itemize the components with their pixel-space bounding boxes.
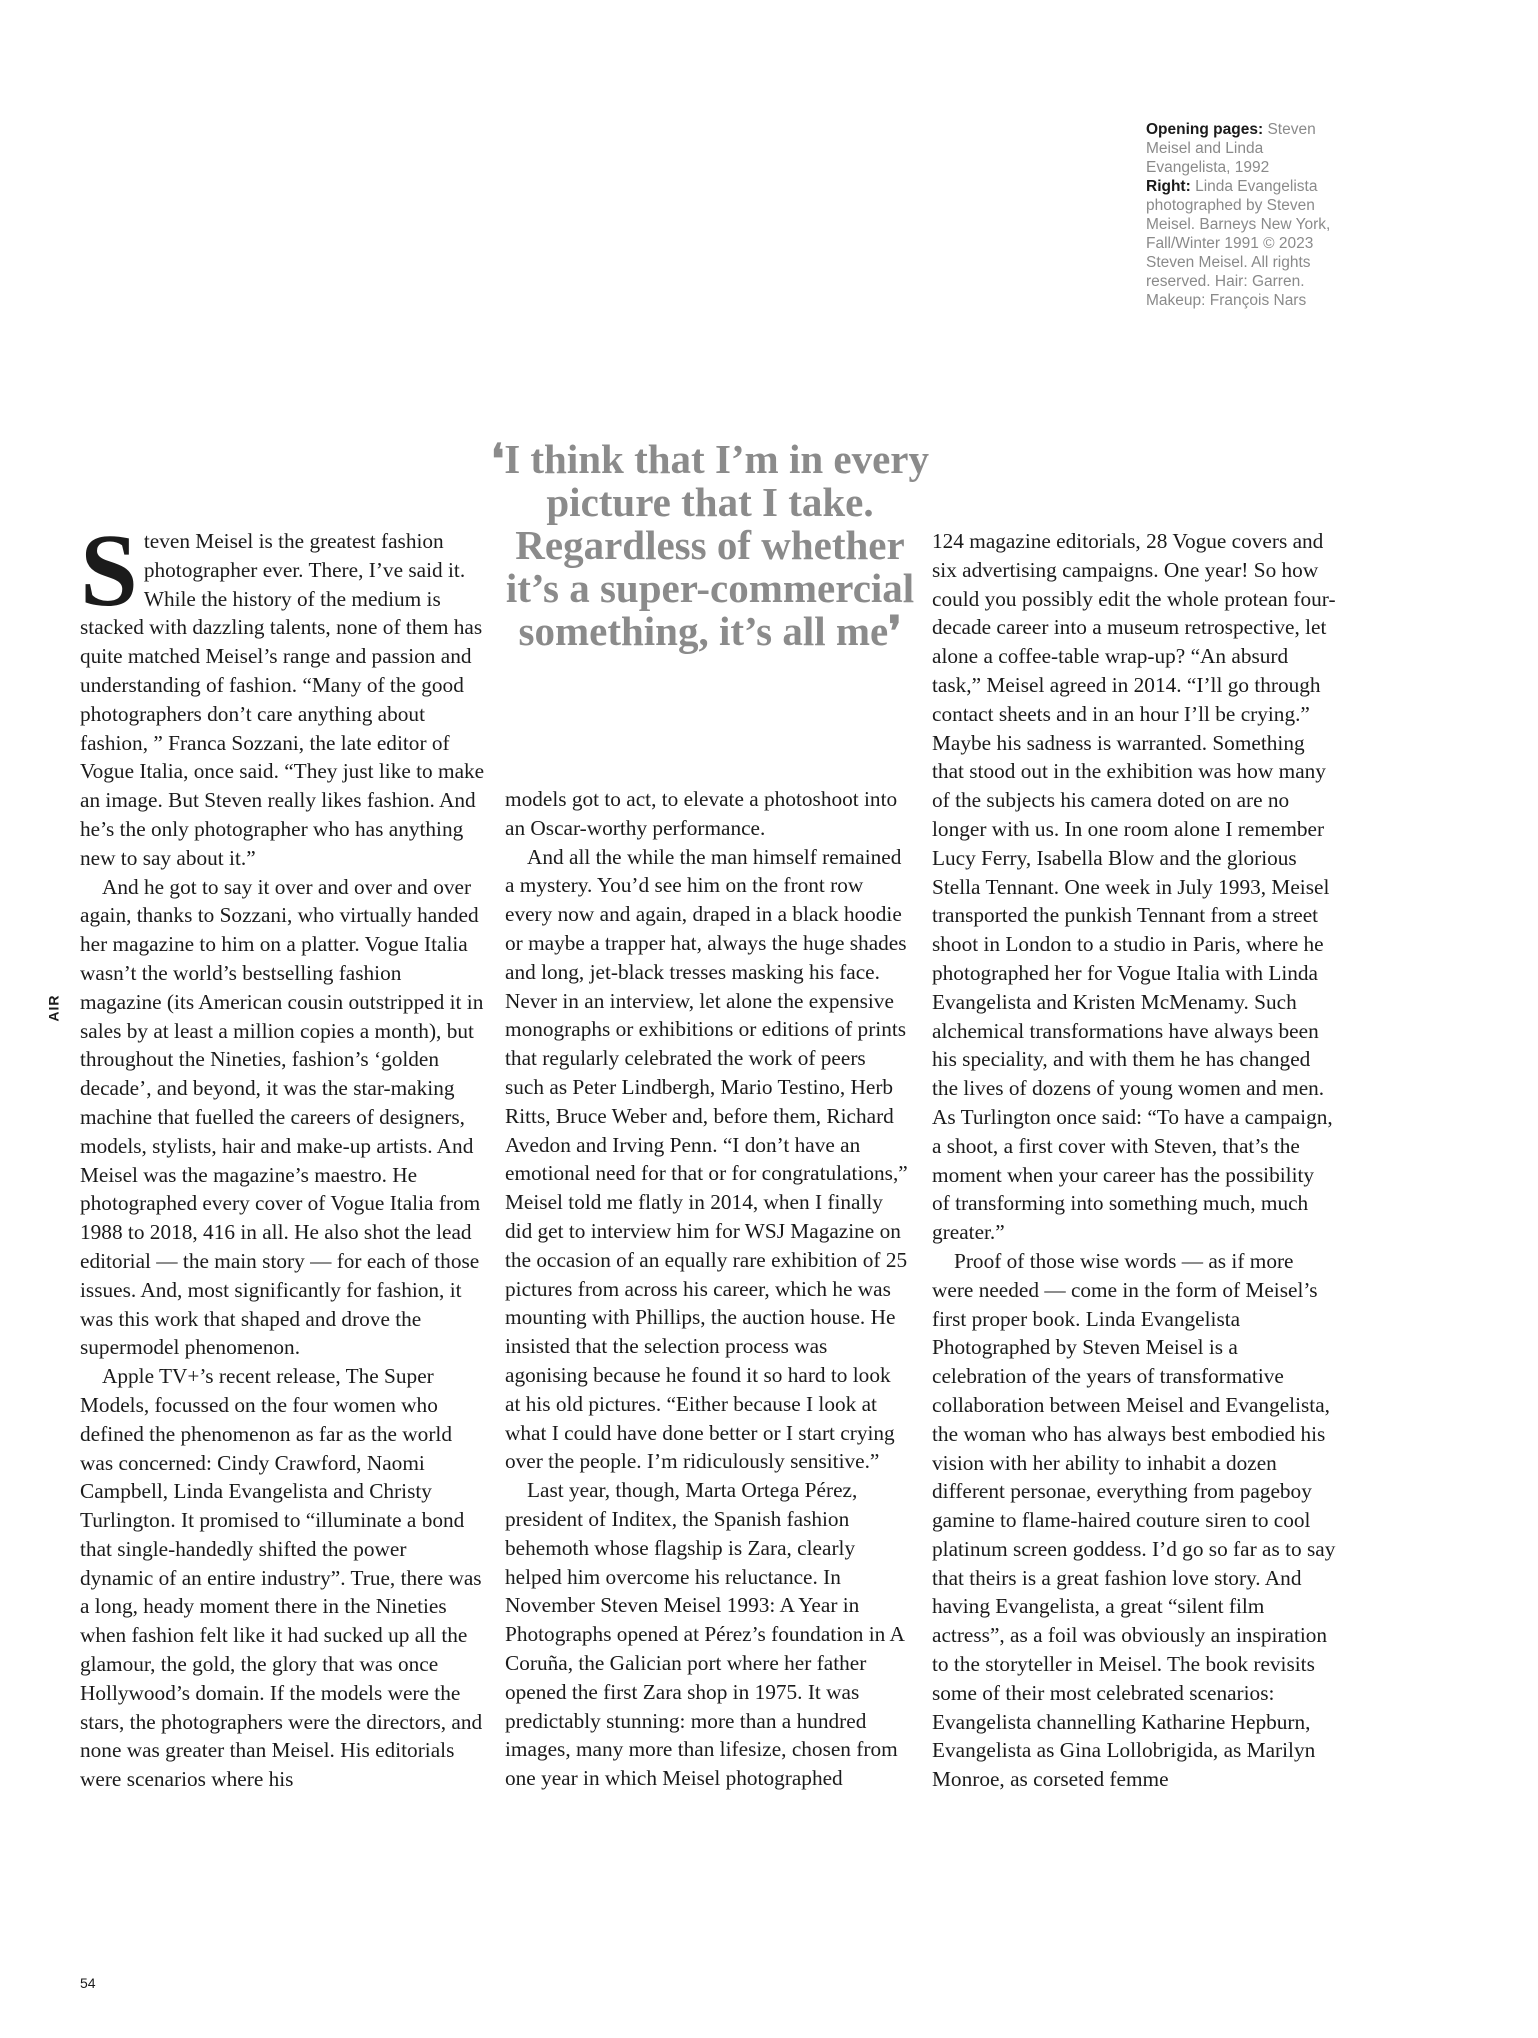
open-quote-mark: ❛ bbox=[490, 436, 505, 482]
article-paragraph: Proof of those wise words — as if more were needed — come in the form of Meisel’s first proper book. Linda Evangelista Photographed by Steven Meisel is a celebration of the years of transformative collaboration between Meisel and Evangelista, the woman who has always best embodied his vision with her ability to inhabit a dozen different personae, everything from pageboy gamine to flame-haired couture siren to cool platinum screen goddess. I’d go so far as to say that theirs is a great fashion love story. And having Evangelista, a great “silent film actress”, as a foil was obviously an inspiration to the storyteller in Meisel. The book revisits some of their most celebrated scenarios: Evangelista channelling Katharine Hepburn, Evangelista as Gina Lollobrigida, as Marilyn Monroe, as corseted femme bbox=[932, 1248, 1336, 1792]
article-column-3 bbox=[932, 527, 1337, 1794]
caption-label-right: Right: bbox=[1146, 178, 1191, 195]
drop-cap: S bbox=[80, 513, 138, 628]
caption-text-opening: Steven Meisel and Linda Evangelista, 1992 bbox=[1146, 121, 1316, 176]
caption-label-opening: Opening pages: bbox=[1146, 121, 1264, 138]
section-label: AIR bbox=[45, 994, 62, 1022]
article-paragraph: 124 magazine editorials, 28 Vogue covers and six advertising campaigns. One year! So how could you possibly edit the whole protean four-decade career into a museum retrospective, let alone a coffee-table wrap-up? “An absurd task,” Meisel agreed in 2014. “I’ll go through contact sheets and in an hour I’ll be crying.” Maybe his sadness is warranted. Something that stood out in the exhibition was how many of the subjects his camera doted on are no longer with us. In one room alone I remember Lucy Ferry, Isabella Blow and the glorious Stella Tennant. One week in July 1993, Meisel transported the punkish Tennant from a street shoot in London to a studio in Paris, where he photographed her for Vogue Italia with Linda Evangelista and Kristen McMenamy. Such alchemical transformations have always been his speciality, and with them he has changed the lives of dozens of young women and men. As Turlington once said: “To have a campaign, a shoot, a first cover with Steven, that’s the moment when your career has the possibility of transforming into something much, much greater.” bbox=[932, 529, 1336, 1245]
page-number: 54 bbox=[80, 1975, 96, 1991]
pull-quote bbox=[490, 438, 930, 653]
article-paragraph: And all the while the man himself remained a mystery. You’d see him on the front row every now and again, draped in a black hoodie or maybe a trapper hat, always the huge shades and long, jet-black tresses masking his face. Never in an interview, let alone the expensive monographs or exhibitions or editions of prints that regularly celebrated the work of peers such as Peter Lindbergh, Mario Testino, Herb Ritts, Bruce Weber and, before them, Richard Avedon and Irving Penn. “I don’t have an emotional need for that or for congratulations,” Meisel told me flatly in 2014, when I finally did get to interview him for WSJ Magazine on the occasion of an equally rare exhibition of 25 pictures from across his career, which he was mounting with Phillips, the auction house. He insisted that the selection process was agonising because he found it so hard to look at his old pictures. “Either because I look at what I could have done better or I start crying over the people. I’m ridiculously sensitive.” bbox=[505, 844, 908, 1474]
article-column-1 bbox=[80, 513, 485, 1794]
close-quote-mark: ❜ bbox=[888, 608, 902, 654]
caption-text-right: Linda Evangelista photographed by Steven Meisel. Barneys New York, Fall/Winter 1991 © 2023 Steven Meisel. All rights reserved. Hair: Garren. Makeup: François Nars bbox=[1146, 178, 1331, 309]
photo-caption bbox=[1146, 120, 1346, 310]
paragraph-text: teven Meisel is the greatest fashion photographer ever. There, I’ve said it. While the history of the medium is stacked with dazzling talents, none of them has quite matched Meisel’s range and passion and understanding of fashion. “Many of the good photographers don’t care anything about fashion, ” Franca Sozzani, the late editor of Vogue Italia, once said. “They just like to make an image. But Steven really likes fashion. And he’s the only photographer who has anything new to say about it.” bbox=[80, 529, 485, 870]
article-column-2 bbox=[505, 785, 910, 1793]
article-paragraph: And he got to say it over and over and over again, thanks to Sozzani, who virtually handed her magazine to him on a platter. Vogue Italia wasn’t the world’s bestselling fashion magazine (its American cousin outstripped it in sales by at least a million copies a month), but throughout the Nineties, fashion’s ‘golden decade’, and beyond, it was the star-making machine that fuelled the careers of designers, models, stylists, hair and make-up artists. And Meisel was the magazine’s maestro. He photographed every cover of Vogue Italia from 1988 to 2018, 416 in all. He also shot the lead editorial — the main story — for each of those issues. And, most significantly for fashion, it was this work that shaped and drove the supermodel phenomenon. bbox=[80, 874, 484, 1360]
article-paragraph bbox=[80, 513, 485, 873]
article-paragraph: Last year, though, Marta Ortega Pérez, president of Inditex, the Spanish fashion behemoth whose flagship is Zara, clearly helped him overcome his reluctance. In November Steven Meisel 1993: A Year in Photographs opened at Pérez’s foundation in A Coruña, the Galician port where her father opened the first Zara shop in 1975. It was predictably stunning: more than a hundred images, many more than lifesize, chosen from one year in which Meisel photographed bbox=[505, 1478, 904, 1791]
pull-quote-text: I think that I’m in every picture that I take. Regardless of whether it’s a super-commercial something, it’s all me bbox=[504, 436, 930, 654]
article-paragraph: models got to act, to elevate a photoshoot into an Oscar-worthy performance. bbox=[505, 787, 898, 840]
article-paragraph: Apple TV+’s recent release, The Super Models, focussed on the four women who defined the phenomenon as far as the world was concerned: Cindy Crawford, Naomi Campbell, Linda Evangelista and Christy Turlington. It promised to “illuminate a bond that single-handedly shifted the power dynamic of an entire industry”. True, there was a long, heady moment there in the Nineties when fashion felt like it had sucked up all the glamour, the gold, the glory that was once Hollywood’s domain. If the models were the stars, the photographers were the directors, and none was greater than Meisel. His editorials were scenarios where his bbox=[80, 1364, 483, 1792]
